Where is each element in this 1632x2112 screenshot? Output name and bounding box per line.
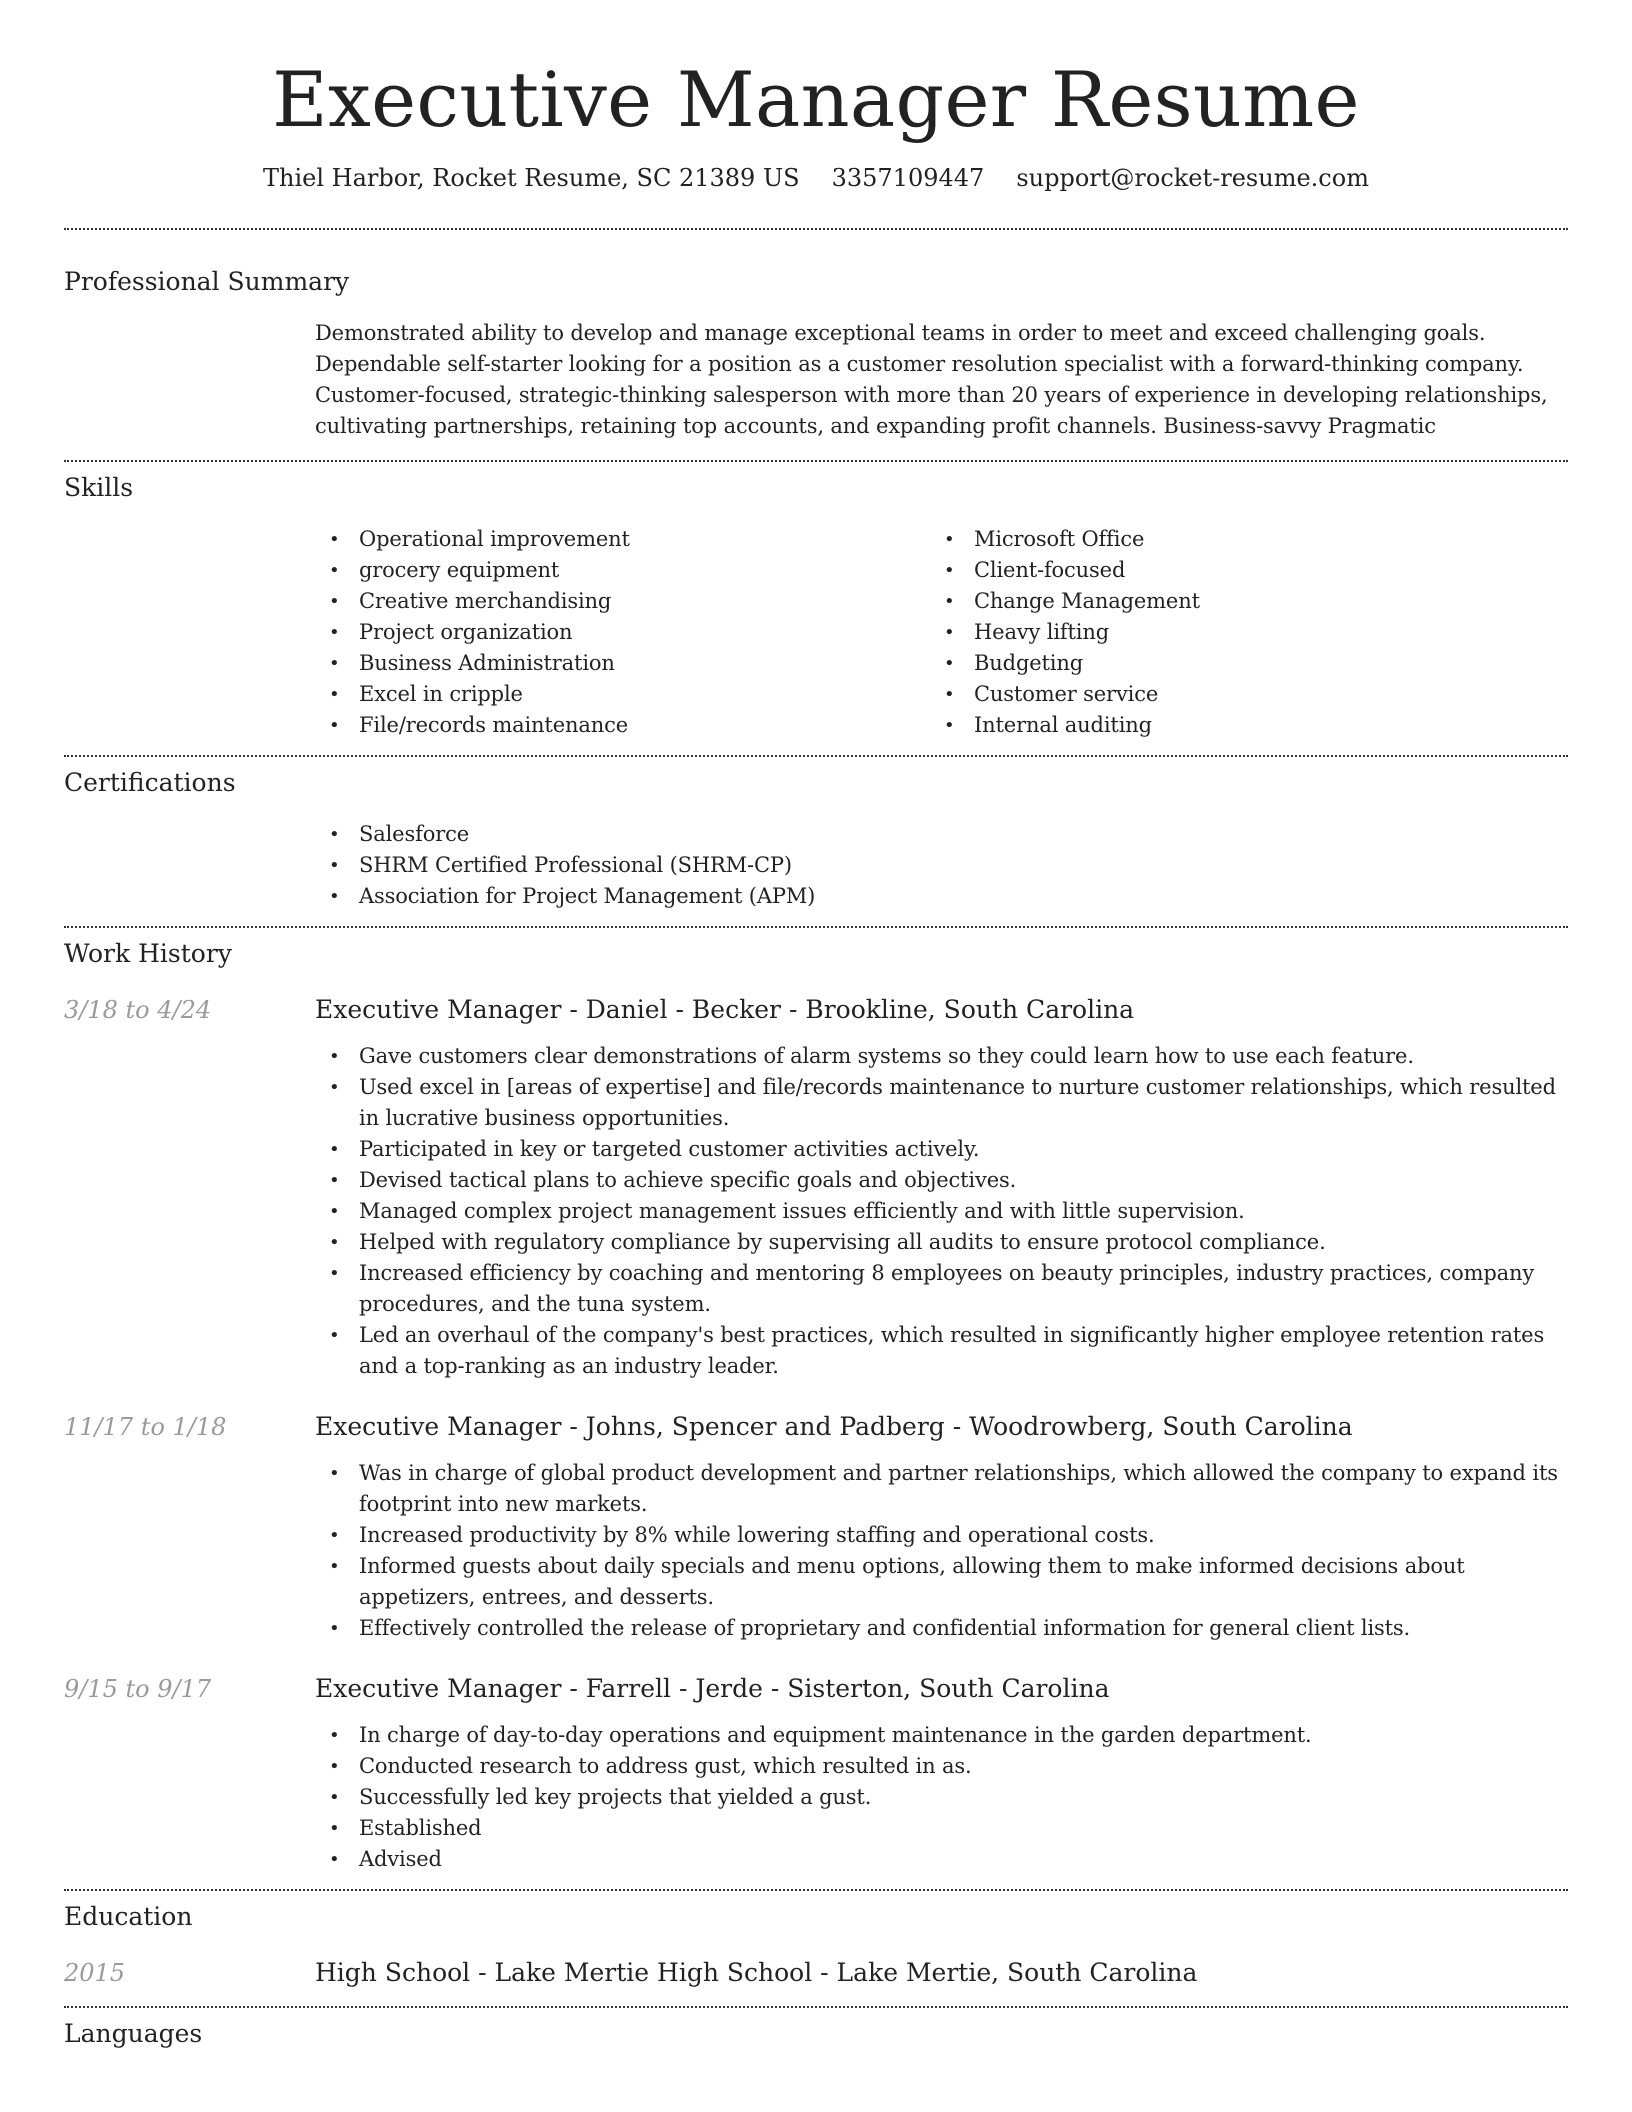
job-dates: 3/18 to 4/24: [64, 996, 212, 1024]
skill-item: • Heavy lifting: [930, 617, 1545, 648]
skills-column-left: [315, 524, 930, 741]
skills-heading: Skills: [64, 473, 134, 502]
work-history-section: [64, 928, 1568, 1889]
certifications-section: [64, 757, 1568, 926]
job-bullet: • Successfully led key projects that yielded a gust.: [315, 1782, 1568, 1813]
skill-item: • Operational improvement: [315, 524, 930, 555]
certification-item: • Association for Project Management (APM): [315, 881, 1568, 912]
job-bullet: • Devised tactical plans to achieve specific goals and objectives.: [315, 1165, 1568, 1196]
job-bullet: • In charge of day-to-day operations and equipment maintenance in the garden department.: [315, 1720, 1568, 1751]
job-title: Executive Manager - Johns, Spencer and Padberg - Woodrowberg, South Carolina: [315, 1412, 1353, 1441]
skill-item: • Excel in cripple: [315, 679, 930, 710]
certification-item: • SHRM Certified Professional (SHRM-CP): [315, 850, 1568, 881]
work-history-heading: Work History: [64, 939, 232, 968]
skills-list-right: [930, 524, 1545, 741]
job-bullet: • Conducted research to address gust, which resulted in as.: [315, 1751, 1568, 1782]
skill-item: • Internal auditing: [930, 710, 1545, 741]
education-year: 2015: [64, 1959, 126, 1987]
job-bullet: • Increased efficiency by coaching and mentoring 8 employees on beauty principles, industry practices, company procedures, and the tuna system.: [315, 1258, 1568, 1320]
skill-item: • grocery equipment: [315, 555, 930, 586]
job-bullet: • Increased productivity by 8% while lowering staffing and operational costs.: [315, 1520, 1568, 1551]
job-title: Executive Manager - Daniel - Becker - Brookline, South Carolina: [315, 995, 1135, 1024]
job-bullet: • Effectively controlled the release of proprietary and confidential information for general client lists.: [315, 1613, 1568, 1644]
summary-heading: Professional Summary: [64, 267, 350, 296]
skill-item: • Customer service: [930, 679, 1545, 710]
job-dates: 9/15 to 9/17: [64, 1675, 212, 1703]
job-bullet: • Led an overhaul of the company's best practices, which resulted in significantly higher employee retention rates and a top-ranking as an industry leader.: [315, 1320, 1568, 1382]
skill-item: • Budgeting: [930, 648, 1545, 679]
skill-item: • Microsoft Office: [930, 524, 1545, 555]
job-bullet: • Participated in key or targeted customer activities actively.: [315, 1134, 1568, 1165]
job-entry: [64, 1672, 1568, 1875]
job-bullet: • Informed guests about daily specials and menu options, allowing them to make informed decisions about appetizers, entrees, and desserts.: [315, 1551, 1568, 1613]
skill-item: • Client-focused: [930, 555, 1545, 586]
job-title: Executive Manager - Farrell - Jerde - Sisterton, South Carolina: [315, 1674, 1110, 1703]
contact-info: [64, 162, 1568, 194]
certifications-heading: Certifications: [64, 768, 236, 797]
job-bullet: • Advised: [315, 1844, 1568, 1875]
summary-section: [64, 230, 1568, 460]
job-dates: 11/17 to 1/18: [64, 1413, 227, 1441]
certifications-list: [315, 819, 1568, 912]
resume-title: Executive Manager Resume: [272, 55, 1360, 144]
skill-item: • Creative merchandising: [315, 586, 930, 617]
contact-address: Thiel Harbor, Rocket Resume, SC 21389 US: [263, 164, 800, 192]
skill-item: • Change Management: [930, 586, 1545, 617]
job-bullet: • Used excel in [areas of expertise] and file/records maintenance to nurture customer relationships, which resulted in lucrative business opportunities.: [315, 1072, 1568, 1134]
skills-list-left: [315, 524, 930, 741]
job-bullet: • Established: [315, 1813, 1568, 1844]
skills-column-right: [930, 524, 1545, 741]
job-bullet: • Managed complex project management issues efficiently and with little supervision.: [315, 1196, 1568, 1227]
job-bullets: [315, 1041, 1568, 1382]
contact-phone: 3357109447: [831, 164, 985, 192]
contact-email: support@rocket-resume.com: [1016, 164, 1369, 192]
languages-heading: Languages: [64, 2019, 203, 2048]
job-bullets: [315, 1458, 1568, 1644]
job-bullet: • Gave customers clear demonstrations of alarm systems so they could learn how to use each feature.: [315, 1041, 1568, 1072]
job-entry: [64, 993, 1568, 1382]
skill-item: • Project organization: [315, 617, 930, 648]
resume-page: [64, 0, 1568, 2051]
languages-section: [64, 2008, 1568, 2051]
skills-section: [64, 462, 1568, 755]
job-bullet: • Was in charge of global product development and partner relationships, which allowed the company to expand its footprint into new markets.: [315, 1458, 1568, 1520]
education-heading: Education: [64, 1902, 193, 1931]
job-entry: [64, 1410, 1568, 1644]
education-section: [64, 1891, 1568, 2006]
education-entry: [64, 1956, 1568, 1990]
summary-text: Demonstrated ability to develop and manage exceptional teams in order to meet and exceed challenging goals. Dependable self-starter looking for a position as a customer resolution specialist with a forward-thinking company. Customer-focused, strategic-thinking salesperson with more than 20 years of experience in developing relationships, cultivating partnerships, retaining top accounts, and expanding profit channels. Business-savvy Pragmatic: [315, 321, 1548, 438]
certification-item: • Salesforce: [315, 819, 1568, 850]
job-bullet: • Helped with regulatory compliance by supervising all audits to ensure protocol compliance.: [315, 1227, 1568, 1258]
job-bullets: [315, 1720, 1568, 1875]
education-title: High School - Lake Mertie High School - Lake Mertie, South Carolina: [315, 1958, 1198, 1987]
skill-item: • Business Administration: [315, 648, 930, 679]
skill-item: • File/records maintenance: [315, 710, 930, 741]
